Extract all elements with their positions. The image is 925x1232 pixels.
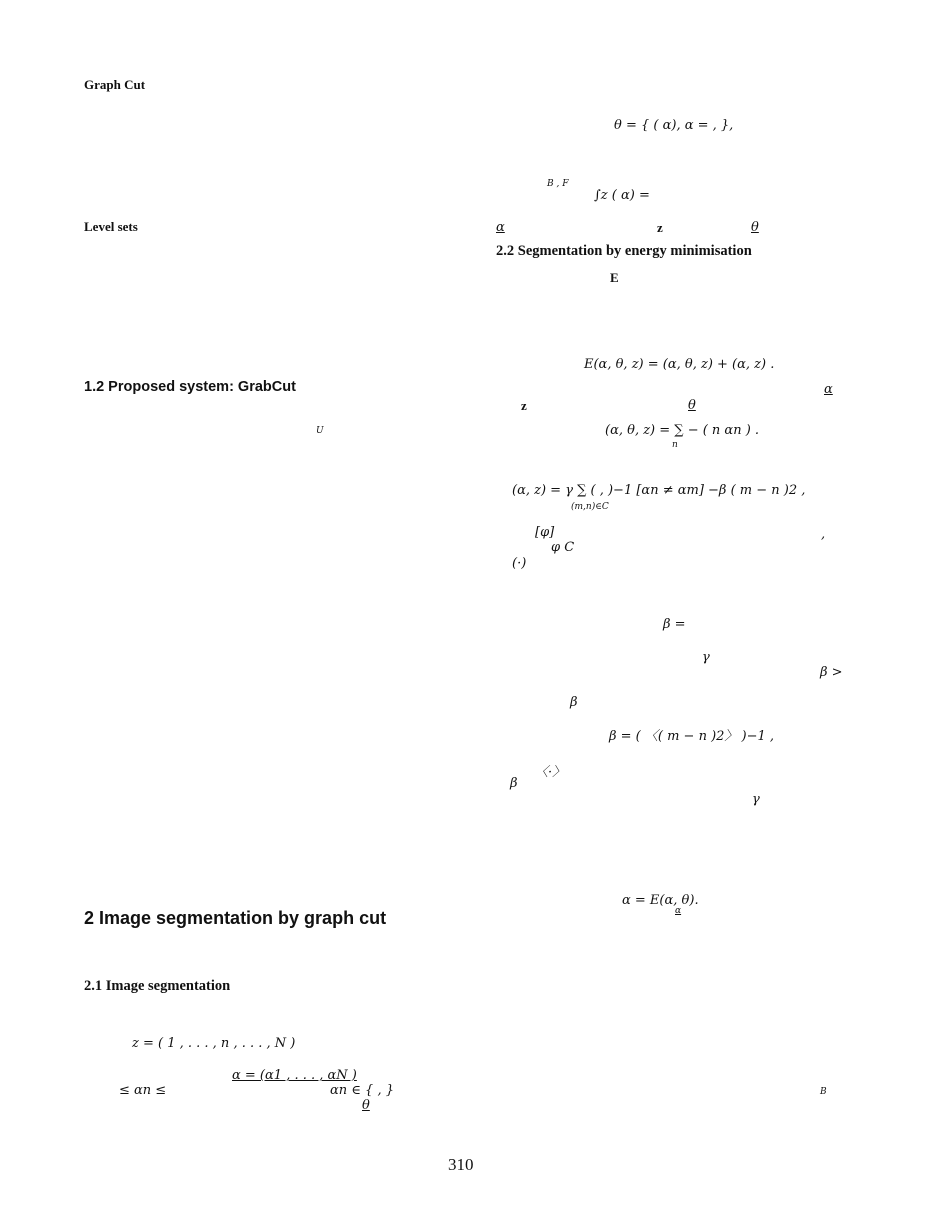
equation-beta-zero: β = xyxy=(663,617,686,632)
run-head-graph-cut: Graph Cut xyxy=(84,77,146,92)
inline-beta-2: β xyxy=(510,776,518,791)
inline-beta-greater: β > xyxy=(820,665,843,680)
inline-theta-2: θ xyxy=(688,398,696,413)
section-heading-2: 2 Image segmentation by graph cut xyxy=(84,908,387,928)
equation-argmin-subscript: α xyxy=(675,906,682,916)
inline-alpha: α xyxy=(496,220,505,235)
equation-beta-definition: β = ( 〈( m − n )2〉 )−1 , xyxy=(609,729,775,744)
section-heading-2-1: 2.1 Image segmentation xyxy=(84,978,231,994)
inline-phi-c: φ C xyxy=(551,540,575,555)
equation-data-term-subscript: n xyxy=(672,440,678,450)
run-head-level-sets: Level sets xyxy=(84,219,138,234)
math-symbol-b: B xyxy=(820,1087,827,1097)
inline-gamma-2: γ xyxy=(752,792,760,807)
equation-smoothness-subscript: (m,n)∈C xyxy=(571,502,609,512)
inline-comma: , xyxy=(821,527,826,542)
inline-gamma: γ xyxy=(702,650,710,665)
inline-dot-operator: (·) xyxy=(512,556,527,571)
section-heading-2-2: 2.2 Segmentation by energy minimisation xyxy=(496,243,752,259)
inline-z: z xyxy=(657,220,663,235)
equation-energy: E(α, θ, z) = (α, θ, z) + (α, z) . xyxy=(584,357,775,372)
inline-alpha-2: α xyxy=(824,382,833,397)
inline-angle-brackets: 〈·〉 xyxy=(535,765,566,780)
math-b-f-subscripts: B , F xyxy=(547,179,569,189)
equation-argmin: α = E(α, θ). xyxy=(622,893,699,908)
page-number: 310 xyxy=(448,1155,474,1174)
inline-theta: θ xyxy=(751,220,759,235)
equation-alpha-vector: α = (α1 , . . . , αN ) xyxy=(232,1068,357,1083)
inline-beta: β xyxy=(570,695,578,710)
equation-integral: ∫z ( α) = xyxy=(594,188,650,203)
inline-phi-bracket: [φ] xyxy=(535,525,555,540)
inline-z-2: z xyxy=(521,398,527,413)
equation-alpha-membership: αn ∈ { , } xyxy=(330,1083,394,1098)
equation-z-vector: z = ( 1 , . . . , n , . . . , N ) xyxy=(132,1036,296,1051)
math-theta-underlined: θ xyxy=(362,1098,370,1113)
equation-data-term: (α, θ, z) = ∑ − ( n αn ) . xyxy=(605,423,760,438)
equation-theta-definition: θ = { ( α), α = , }, xyxy=(614,118,734,133)
bold-energy-symbol: E xyxy=(610,270,619,285)
section-heading-1-2: 1.2 Proposed system: GrabCut xyxy=(84,379,296,395)
math-symbol-u: U xyxy=(316,426,324,436)
equation-alpha-range: ≤ αn ≤ xyxy=(119,1083,167,1098)
equation-smoothness-term: (α, z) = γ ∑ ( , )−1 [αn ≠ αm] −β ( m − n )2 , xyxy=(512,483,806,498)
